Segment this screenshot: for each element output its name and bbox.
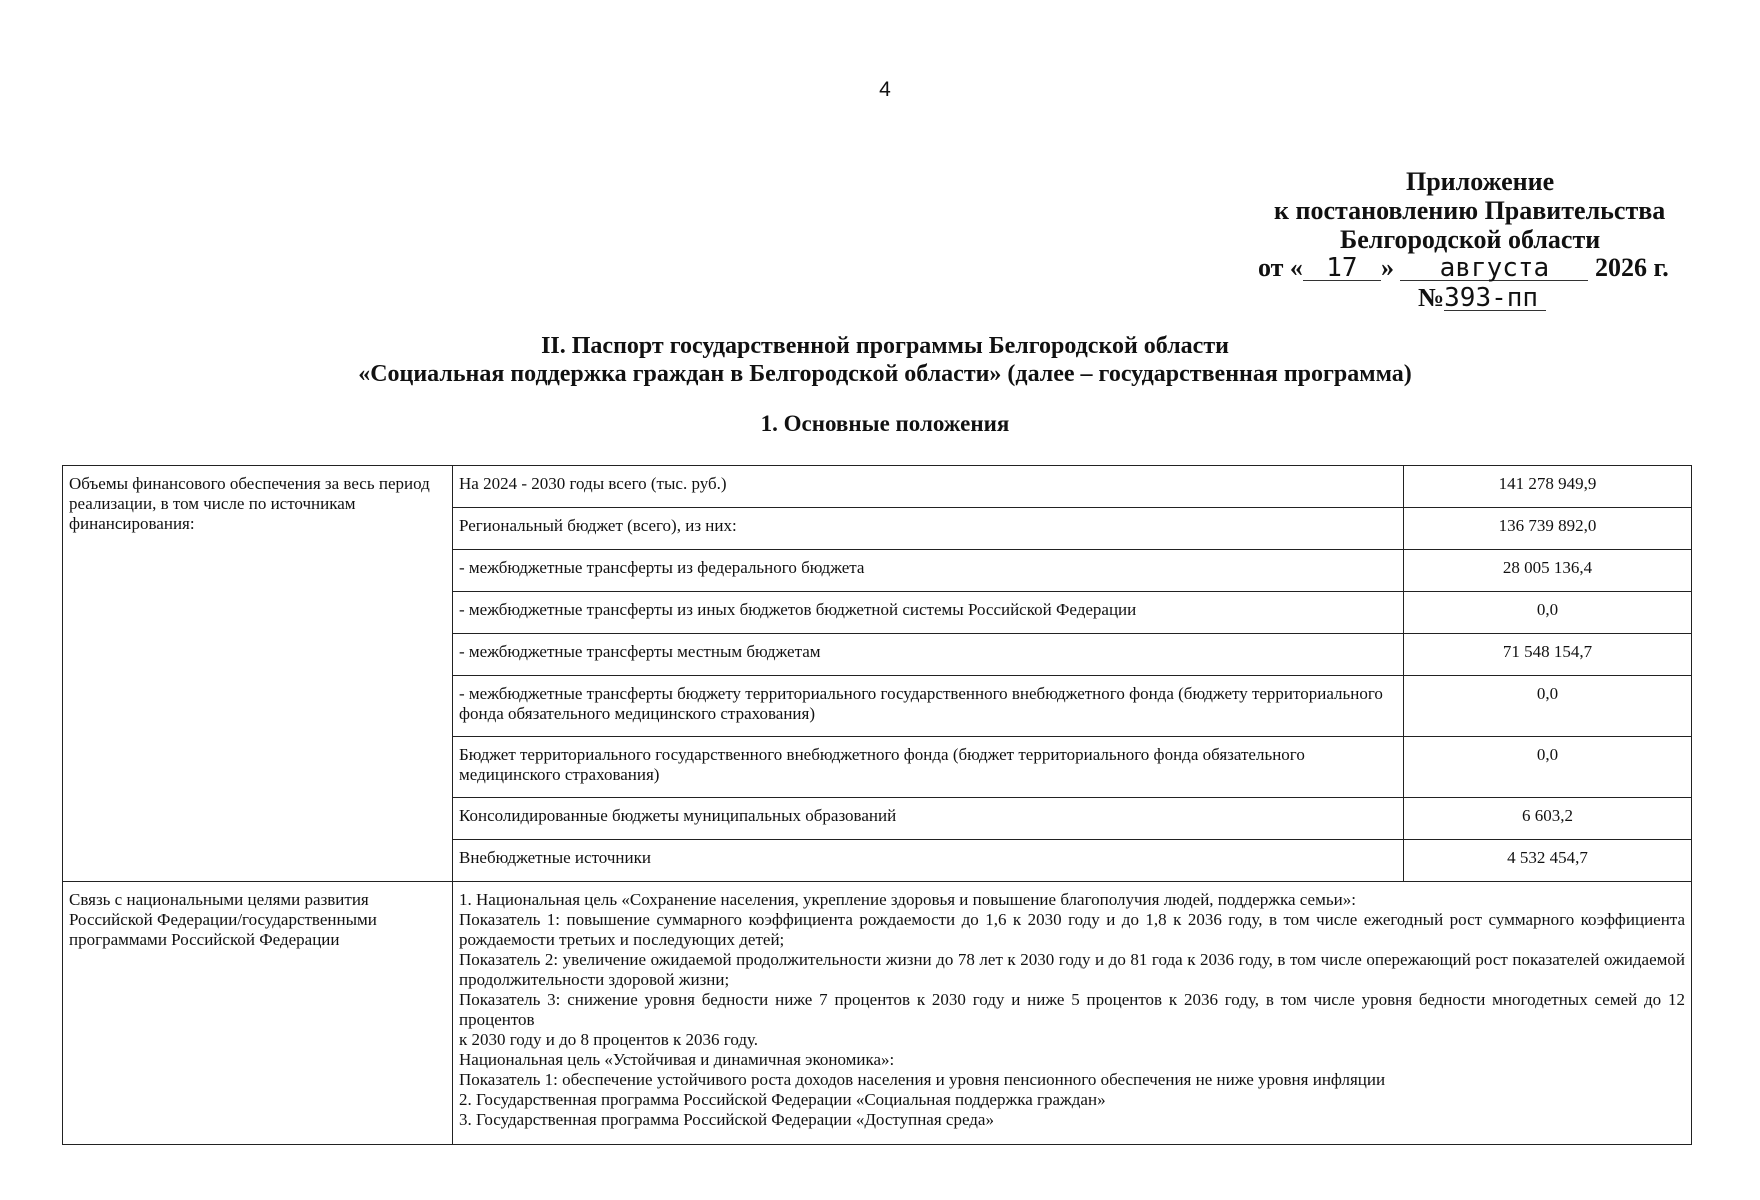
resolution-number: 393-пп xyxy=(1444,286,1546,311)
funding-row-value: 28 005 136,4 xyxy=(1404,550,1692,592)
number-prefix: № xyxy=(1418,283,1445,312)
funding-row-value: 0,0 xyxy=(1404,592,1692,634)
funding-row-value: 136 739 892,0 xyxy=(1404,508,1692,550)
funding-row-label: Региональный бюджет (всего), из них: xyxy=(453,508,1404,550)
funding-row-value: 0,0 xyxy=(1404,737,1692,798)
funding-row-label: Консолидированные бюджеты муниципальных образований xyxy=(453,798,1404,840)
section-title: 1. Основные положения xyxy=(760,411,1010,436)
goals-line: Показатель 1: обеспечение устойчивого роста доходов населения и уровня пенсионного обеспечения не ниже уровня инфляции xyxy=(459,1070,1386,1089)
national-goals-text xyxy=(453,882,1692,1145)
passport-table xyxy=(62,465,1692,1145)
annex-date-line xyxy=(1258,254,1669,282)
goals-line: 2. Государственная программа Российской Федерации «Социальная поддержка граждан» xyxy=(459,1090,1106,1109)
annex-number-line xyxy=(1418,284,1546,312)
date-year: 2026 г. xyxy=(1594,253,1669,282)
title-line-2: «Социальная поддержка граждан в Белгородской области» (далее – государственная программа) xyxy=(358,361,1412,387)
title-line-1: II. Паспорт государственной программы Белгородской области xyxy=(541,333,1229,359)
date-prefix: от « xyxy=(1258,253,1303,282)
funding-row-value: 6 603,2 xyxy=(1404,798,1692,840)
funding-row-value: 71 548 154,7 xyxy=(1404,634,1692,676)
annex-resolution-line: к постановлению Правительства xyxy=(1274,196,1666,225)
date-day: 17 xyxy=(1303,256,1381,281)
table-row xyxy=(63,882,1692,1145)
goals-line: к 2030 году и до 8 процентов к 2036 году. xyxy=(459,1030,759,1049)
annex-region-line: Белгородской области xyxy=(1340,225,1601,254)
funding-row-label: Внебюджетные источники xyxy=(453,840,1404,882)
annex-title: Приложение xyxy=(1406,167,1555,196)
goals-line: Национальная цель «Устойчивая и динамичная экономика»: xyxy=(459,1050,895,1069)
funding-row-value: 0,0 xyxy=(1404,676,1692,737)
document-title xyxy=(0,332,1760,388)
funding-row-label: На 2024 - 2030 годы всего (тыс. руб.) xyxy=(453,466,1404,508)
date-month: августа xyxy=(1400,256,1588,281)
funding-row-label: - межбюджетные трансферты местным бюджетам xyxy=(453,634,1404,676)
goals-line: Показатель 3: снижение уровня бедности ниже 7 процентов к 2030 году и ниже 5 процентов к 2036 году, в том числе уровня бедности многодетных семей до 12 процентов xyxy=(459,990,1685,1029)
page-number: 4 xyxy=(879,78,891,101)
date-mid: » xyxy=(1380,253,1394,282)
goals-line: 1. Национальная цель «Сохранение населения, укрепление здоровья и повышение благополучия людей, поддержка семьи»: xyxy=(459,890,1356,909)
funding-row-value: 4 532 454,7 xyxy=(1404,840,1692,882)
funding-label: Объемы финансового обеспечения за весь период реализации, в том числе по источникам финансирования: xyxy=(63,466,453,882)
funding-row-label: - межбюджетные трансферты из иных бюджетов бюджетной системы Российской Федерации xyxy=(453,592,1404,634)
table-row xyxy=(63,466,1692,508)
funding-row-label: - межбюджетные трансферты из федерального бюджета xyxy=(453,550,1404,592)
funding-row-value: 141 278 949,9 xyxy=(1404,466,1692,508)
goals-line: 3. Государственная программа Российской Федерации «Доступная среда» xyxy=(459,1110,994,1129)
funding-row-label: Бюджет территориального государственного внебюджетного фонда (бюджет территориального фонда обязательного медицинского страхования) xyxy=(453,737,1404,798)
national-goals-label: Связь с национальными целями развития Российской Федерации/государственными программами Российской Федерации xyxy=(63,882,453,1145)
funding-row-label: - межбюджетные трансферты бюджету территориального государственного внебюджетного фонда (бюджету территориального фонда обязательного медицинского страхования) xyxy=(453,676,1404,737)
goals-line: Показатель 2: увеличение ожидаемой продолжительности жизни до 78 лет к 2030 году и до 81 года к 2036 году, в том числе опережающий рост показателей ожидаемой продолжительности здоровой жизни; xyxy=(459,950,1685,989)
goals-line: Показатель 1: повышение суммарного коэффициента рождаемости до 1,6 к 2030 году и до 1,8 к 2036 году, в том числе ежегодный рост суммарного коэффициента рождаемости третьих и последующих детей; xyxy=(459,910,1685,949)
